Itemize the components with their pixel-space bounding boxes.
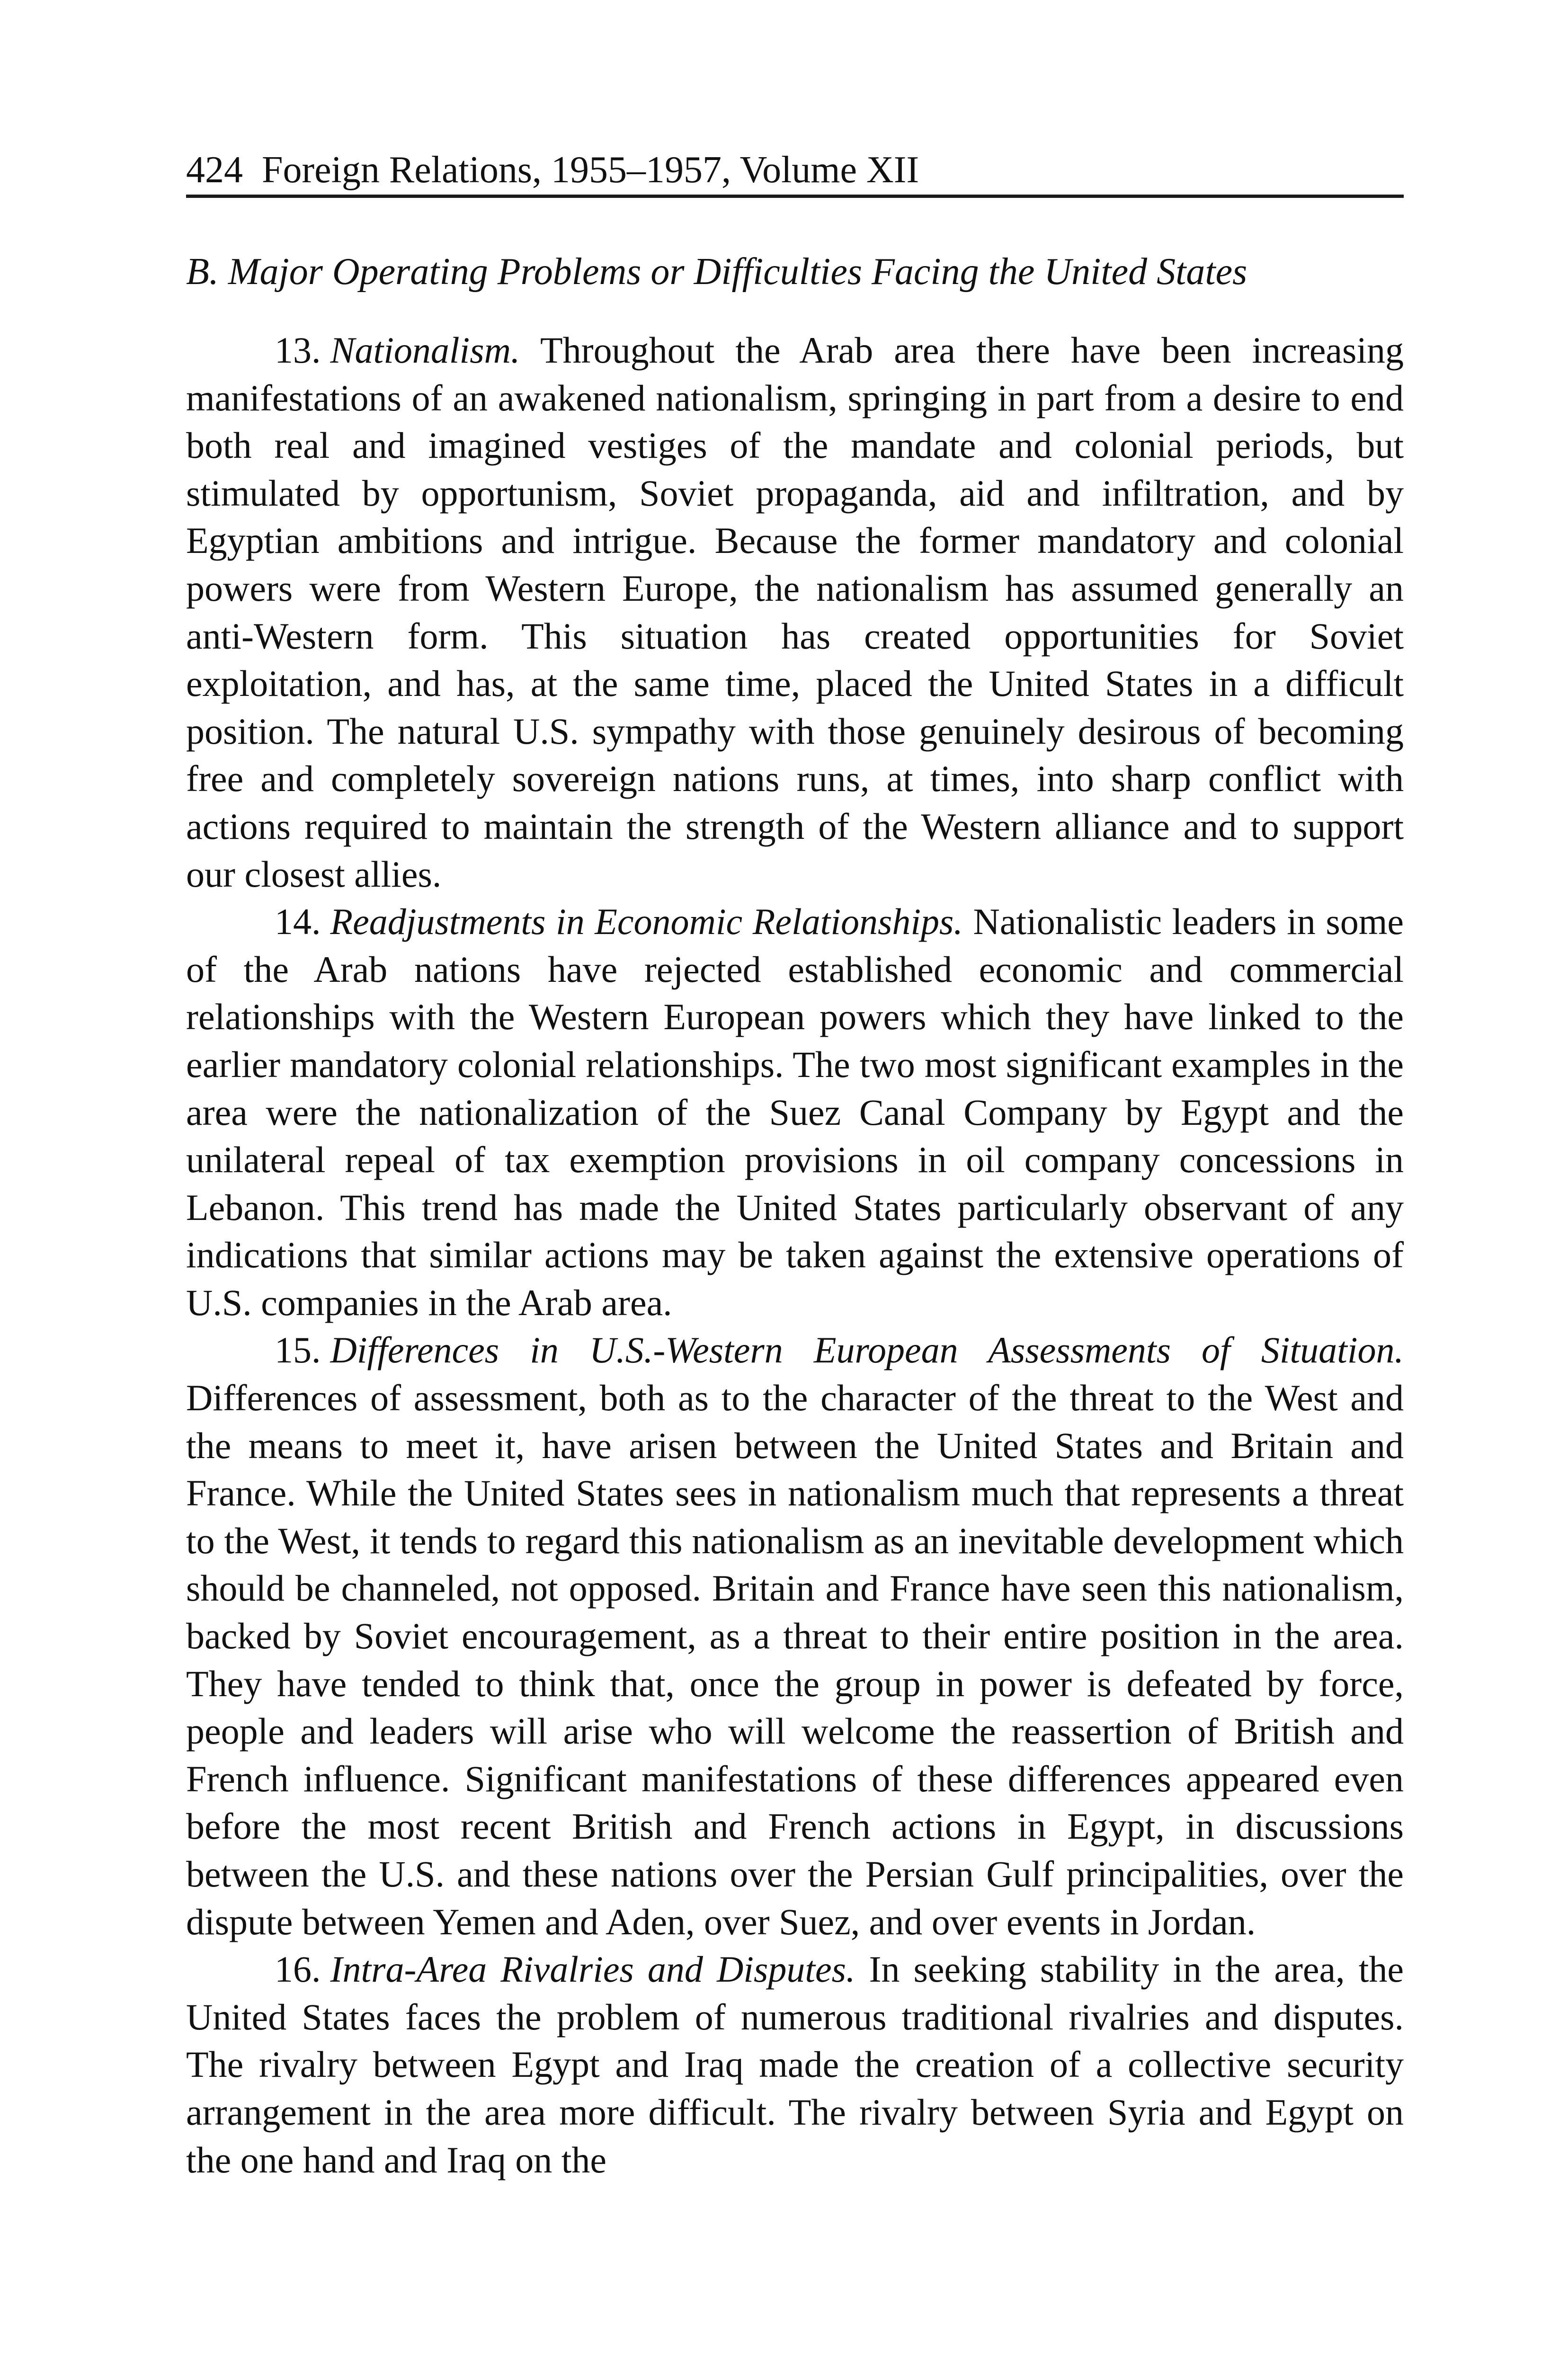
volume-title: Foreign Relations, 1955–1957, Volume XII (262, 149, 919, 191)
paragraph-13 (186, 327, 1404, 898)
paragraph-number: 14. (275, 901, 321, 943)
paragraph-14 (186, 898, 1404, 1326)
paragraph-15 (186, 1326, 1404, 1946)
running-header (186, 142, 1404, 198)
paragraph-lead: Intra-Area Rivalries and Disputes. (330, 1949, 855, 1990)
paragraph-lead: Differences in U.S.-Western European Assessments of Situation. (330, 1329, 1404, 1371)
page-number: 424 (186, 149, 243, 191)
paragraph-text: Throughout the Arab area there have been increasing manifestations of an awakened nationalism, springing in part from a desire to end both real and imagined vestiges of the mandate and colonial periods, but stimulated by opportunism, Soviet propaganda, aid and infiltration, and by Egyptian ambitions and intrigue. Because the former mandatory and colonial powers were from Western Europe, the nationalism has assumed generally an anti-Western form. This situation has created opportunities for Soviet exploitation, and has, at the same time, placed the United States in a difficult position. The natural U.S. sympathy with those genuinely desirous of becoming free and completely sovereign nations runs, at times, into sharp conflict with actions required to maintain the strength of the Western alliance and to support our closest allies. (186, 329, 1404, 895)
section-heading: B. Major Operating Problems or Difficulties Facing the United States (186, 251, 1247, 293)
paragraph-text: Differences of assessment, both as to the character of the threat to the West and the means to meet it, have arisen between the United States and Britain and France. While the United States sees in nationalism much that represents a threat to the West, it tends to regard this nationalism as an inevitable development which should be channeled, not opposed. Britain and France have seen this nationalism, backed by Soviet encouragement, as a threat to their entire position in the area. They have tended to think that, once the group in power is defeated by force, people and leaders will arise who will welcome the reassertion of British and French influence. Significant manifestations of these differences appeared even before the most recent British and French actions in Egypt, in discussions between the U.S. and these nations over the Persian Gulf principalities, over the dispute between Yemen and Aden, over Suez, and over events in Jordan. (186, 1377, 1404, 1942)
paragraph-text: Nationalistic leaders in some of the Arab nations have rejected established economic and commercial relationships with the Western European powers which they have linked to the earlier mandatory colonial relationships. The two most significant examples in the area were the nationalization of the Suez Canal Company by Egypt and the unilateral repeal of tax exemption provisions in oil company concessions in Lebanon. This trend has made the United States particularly observant of any indications that similar actions may be taken against the extensive operations of U.S. companies in the Arab area. (186, 901, 1404, 1323)
paragraph-lead: Nationalism. (330, 329, 520, 371)
paragraph-number: 15. (275, 1329, 321, 1371)
paragraph-text: In seeking stability in the area, the United States faces the problem of numerous traditional rivalries and disputes. The rivalry between Egypt and Iraq made the creation of a collective security arrangement in the area more difficult. The rivalry between Syria and Egypt on the one hand and Iraq on the (186, 1949, 1404, 2180)
paragraph-number: 16. (275, 1949, 321, 1990)
paragraph-16 (186, 1946, 1404, 2184)
paragraph-number: 13. (275, 329, 321, 371)
body-text (186, 327, 1404, 2184)
paragraph-lead: Readjustments in Economic Relationships. (330, 901, 963, 943)
